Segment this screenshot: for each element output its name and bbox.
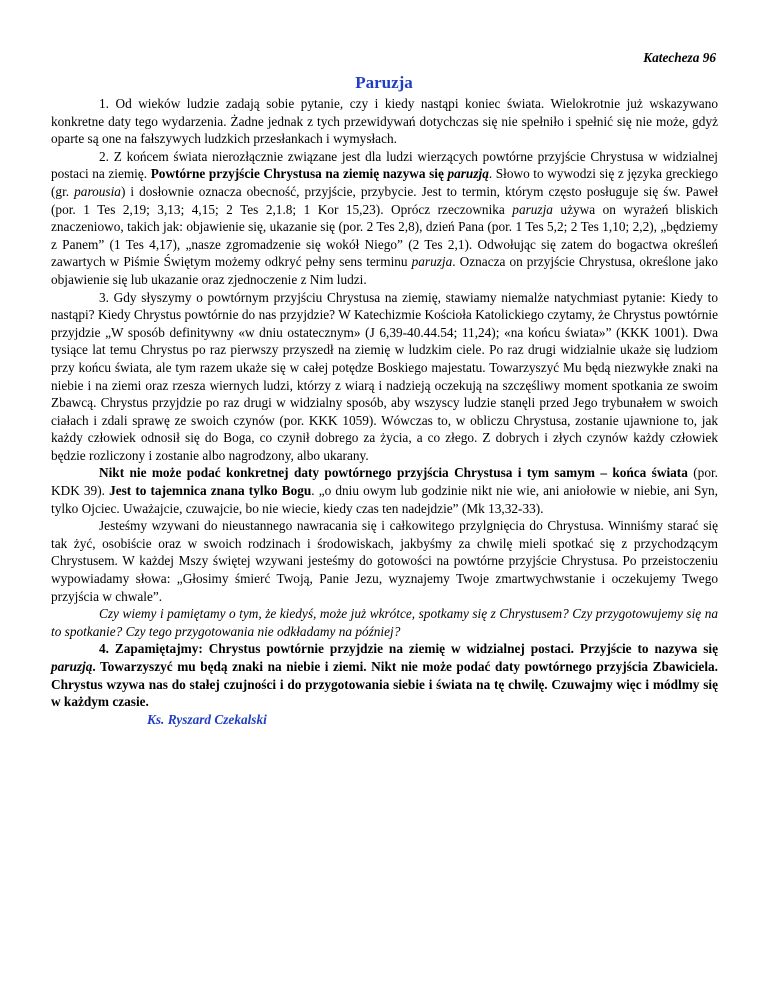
paragraph-2-term: paruzją xyxy=(447,166,489,182)
document-body xyxy=(51,95,718,728)
paragraph-2-text: ) i dosłownie oznacza obecność, przyjście, przybycie. Jest to termin, którym często posługuje się św. Paweł (por. 1 Tes 2,19; 3,13; 4,15; 2 Tes 2,1.8; 1 Kor 15,23). Oprócz rzeczownika xyxy=(51,183,719,217)
paragraph-7-term: paruzją xyxy=(51,659,93,674)
paragraph-4-quote: . „o dniu owym lub godzinie nikt nie wie, ani aniołowie w niebie, ani Syn, tylko Ojciec. Uważajcie, czuwajcie, bo nie wiecie, kiedy czas ten nadejdzie” (Mk 13,32-33). xyxy=(51,483,718,516)
paragraph-7-text: 4. Zapamiętajmy: Chrystus powtórnie przyjdzie na ziemię w widzialnej postaci. Przyjście to nazywa się xyxy=(99,641,718,657)
paragraph-1: 1. Od wieków ludzie zadają sobie pytanie, czy i kiedy nastąpi koniec świata. Wielokrotnie już wskazywano konkretne daty tego wydarzenia. Żadne jednak z tych przewidywań dotychczas się nie spełniło i spełnić się nie może, gdyż oparte są one na fałszywych ludzkich przesłankach i wymysłach. xyxy=(51,96,718,147)
paragraph-4-text: (por. KDK 39). xyxy=(51,465,718,499)
paragraph-2-term: paruzja xyxy=(411,254,453,270)
paragraph-4-bold: Nikt nie może podać konkretnej daty powtórnego przyjścia Chrystusa i tym samym – końca świata xyxy=(99,465,688,481)
paragraph-2-text: używa on wyrażeń bliskich znaczeniowo, takich jak: objawienie się, ukazanie się (por. 2 Tes 2,8), dzień Pana (por. 1 Tes 5,2; 2 Tes 1,10; 2,2), „będziemy z Panem” (1 Tes 4,17), „nasze zgromadzenie się wokół Niego” (2 Tes 2,1). Odwołując się zatem do bogactwa określeń zawartych w Piśmie Świętym możemy odkryć pełny sens terminu xyxy=(51,201,718,270)
paragraph-2-definition: Powtórne przyjście Chrystusa na ziemię nazywa się xyxy=(150,166,448,182)
paragraph-7-summary xyxy=(51,640,718,710)
paragraph-2-term: paruzja xyxy=(512,201,553,217)
paragraph-4-bold: Jest to tajemnica znana tylko Bogu xyxy=(109,483,312,499)
paragraph-2-greek-term: parousia xyxy=(74,183,121,199)
paragraph-2-intro: 2. Z końcem świata nierozłącznie związane jest dla ludzi wierzących powtórne przyjście Chrystusa w widzialnej postaci na ziemię. xyxy=(51,148,718,182)
author-signature: Ks. Ryszard Czekalski xyxy=(147,711,267,727)
paragraph-3: 3. Gdy słyszymy o powtórnym przyjściu Chrystusa na ziemię, stawiamy niemalże natychmiast pytanie: Kiedy to nastąpi? Kiedy Chrystus powtórnie do nas przyjdzie? W Katechizmie Kościoła Katolickiego czytamy, że Chrystus powtórnie przyjdzie „W sposób definitywny «w dniu ostatecznym» (J 6,39-40.44.54; 11,24); «na końcu świata»” (KKK 1001). Dwa tysiące lat temu Chrystus po raz pierwszy przyszedł na ziemię w ludzkim ciele. Po raz drugi widzialnie ukaże się ludziom przy końcu świata, ale tym razem ukaże się w całej potędze Boskiego majestatu. Towarzyszyć Mu będą niezwykłe znaki na niebie i na ziemi oraz rzesza wiernych ludzi, którzy z wiarą i nadzieją oczekują na szczęśliwy moment spotkania ze swoim Zbawcą. Chrystus przyjdzie po raz drugi w widzialny sposób, aby wszyscy ludzie stanęli przed Jego trybunałem w swoich ciałach i zdali sprawę ze swoich czynów (por. KKK 1059). Wówczas to, w obliczu Chrystusa, zostanie ujawnione to, jak każdy człowiek odnosił się do Boga, co czynił dobrego za życia, a co złego. Z dobrych i złych czynów każdy człowiek będzie rozliczony i zostanie albo nagrodzony, albo ukarany. xyxy=(51,289,718,463)
paragraph-4 xyxy=(51,464,718,517)
page-title: Paruzja xyxy=(355,73,413,92)
paragraph-6-questions: Czy wiemy i pamiętamy o tym, że kiedyś, może już wkrótce, spotkamy się z Chrystusem? Czy przygotowujemy się na to spotkanie? Czy tego przygotowania nie odkładamy na później? xyxy=(51,606,718,639)
paragraph-2-text: . Oznacza on przyjście Chrystusa, określone jako objawienie się lub ukazanie oraz zjednoczenie z Nim ludzi. xyxy=(51,254,719,287)
paragraph-2-text: . Słowo to wywodzi się z języka greckiego (gr. xyxy=(51,166,718,199)
paragraph-2 xyxy=(51,148,718,289)
catechesis-number: Katecheza 96 xyxy=(643,50,716,65)
paragraph-5: Jesteśmy wzywani do nieustannego nawracania się i całkowitego przylgnięcia do Chrystusa. Winniśmy starać się tak żyć, osobiście oraz w swoich rodzinach i środowiskach, jakbyśmy za chwilę mieli spotkać się z przychodzącym Chrystusem. W każdej Mszy świętej wzywani jesteśmy do gotowości na powtórne przyjście Chrystusa. Po przeistoczeniu wypowiadamy słowa: „Głosimy śmierć Twoją, Panie Jezu, wyznajemy Twoje zmartwychwstanie i oczekujemy Twego przyjścia w chwale”. xyxy=(51,518,718,604)
paragraph-7-text: . Towarzyszyć mu będą znaki na niebie i ziemi. Nikt nie może podać daty powtórnego przyjścia Zbawiciela. Chrystus wzywa nas do stałej czujności i do przygotowania siebie i świata na tę chwilę. Czuwajmy więc i módlmy się w każdym czasie. xyxy=(51,659,718,710)
